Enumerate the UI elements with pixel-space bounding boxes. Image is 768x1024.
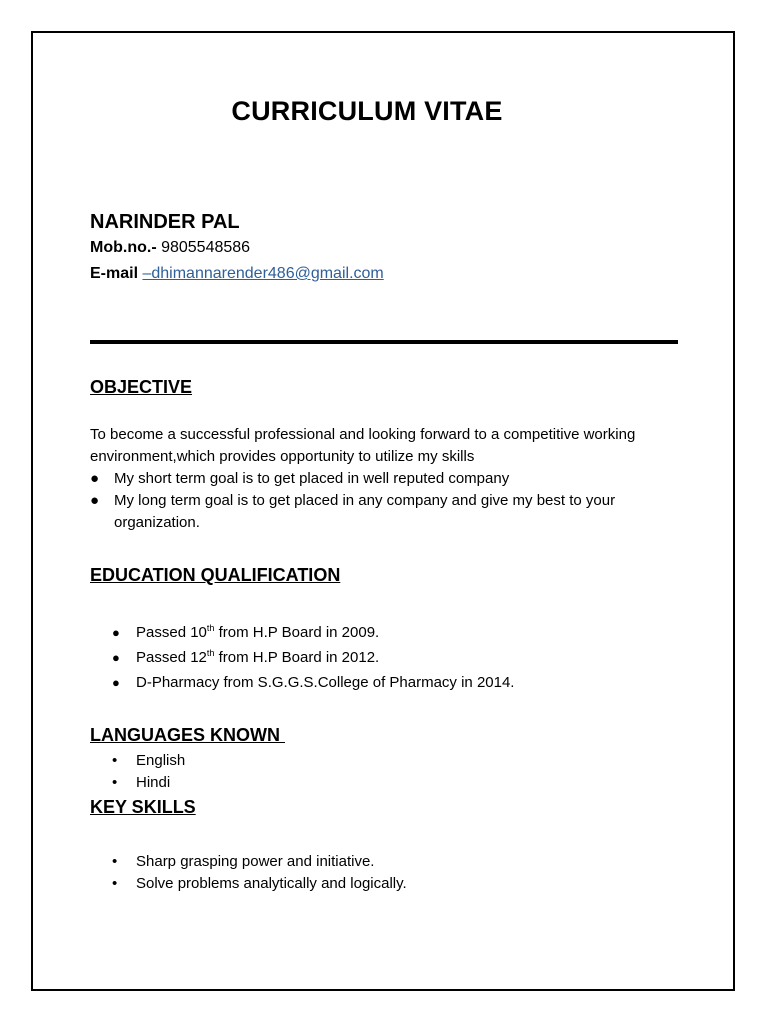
language-text: English <box>136 752 186 769</box>
list-item <box>112 851 672 873</box>
bullet-icon: ● <box>112 675 120 690</box>
bullet-icon: ● <box>112 650 120 665</box>
education-superscript: th <box>206 623 215 633</box>
skill-text: Sharp grasping power and initiative. <box>136 853 375 870</box>
language-text: Hindi <box>136 774 171 791</box>
mobile-line <box>90 239 250 257</box>
education-text: Passed 12 <box>136 649 207 666</box>
bullet-icon: • <box>112 752 118 769</box>
languages-list <box>112 750 672 794</box>
education-superscript: th <box>206 648 215 658</box>
bullet-icon: ● <box>90 470 100 487</box>
list-item <box>112 772 672 794</box>
list-item <box>112 750 672 772</box>
bullet-icon: ● <box>112 625 120 640</box>
education-list <box>112 620 672 695</box>
education-text: D-Pharmacy from S.G.G.S.College of Pharmacy in 2014. <box>136 674 515 691</box>
list-item <box>112 670 672 695</box>
bullet-icon: • <box>112 853 118 870</box>
education-heading: EDUCATION QUALIFICATION <box>90 565 341 585</box>
objective-bullet-text: My long term goal is to get placed in any company and give my best to your organization. <box>114 492 616 531</box>
objective-paragraph: To become a successful professional and looking forward to a competitive working environment,which provides opportunity to utilize my skills <box>90 426 636 465</box>
education-text: from H.P Board in 2009. <box>214 624 380 641</box>
list-item <box>112 620 672 645</box>
skill-text: Solve problems analytically and logically. <box>136 875 407 892</box>
skills-list <box>112 851 672 895</box>
objective-list <box>90 468 670 534</box>
education-text: from H.P Board in 2012. <box>214 649 380 666</box>
document-title: CURRICULUM VITAE <box>231 96 503 126</box>
mobile-label: Mob.no.- <box>90 239 157 256</box>
bullet-icon: ● <box>90 492 100 509</box>
list-item <box>90 468 670 490</box>
languages-heading: LANGUAGES KNOWN <box>90 725 285 745</box>
email-link[interactable]: –dhimannarender486@gmail.com <box>142 265 384 282</box>
list-item <box>90 490 670 534</box>
list-item <box>112 873 672 895</box>
education-text: Passed 10 <box>136 624 207 641</box>
email-label: E-mail <box>90 265 143 282</box>
list-item <box>112 645 672 670</box>
bullet-icon: • <box>112 774 118 791</box>
mobile-value: 9805548586 <box>156 239 251 256</box>
bullet-icon: • <box>112 875 118 892</box>
candidate-name: NARINDER PAL <box>90 211 240 233</box>
objective-heading: OBJECTIVE <box>90 377 193 397</box>
skills-heading: KEY SKILLS <box>90 797 196 817</box>
horizontal-divider <box>90 340 678 344</box>
objective-bullet-text: My short term goal is to get placed in well reputed company <box>114 470 510 487</box>
email-line <box>90 265 384 283</box>
